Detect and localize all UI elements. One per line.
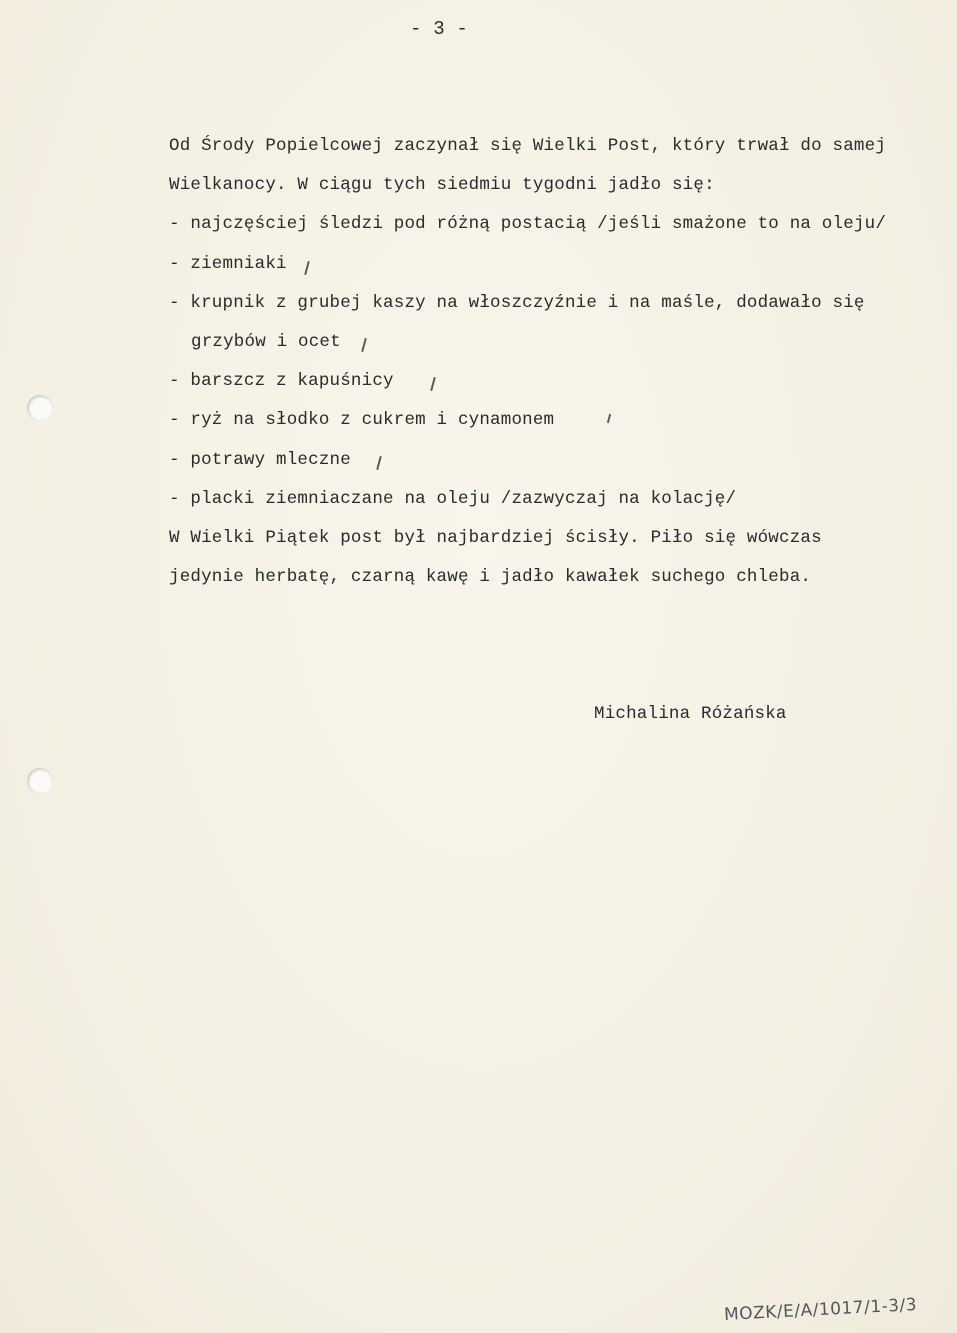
archive-reference: MOZK/E/A/1017/1-3/3 <box>723 1294 918 1326</box>
list-item-4: - barszcz z kapuśnicy <box>169 371 394 391</box>
list-item-7: - placki ziemniaczane na oleju /zazwyczaj na kolację/ <box>169 489 737 509</box>
pencil-mark <box>361 338 367 352</box>
pencil-mark <box>430 377 436 391</box>
signature: Michalina Różańska <box>594 704 787 724</box>
text-line-3: W Wielki Piątek post był najbardziej ścisły. Piło się wówczas <box>169 528 822 548</box>
list-item-2: - ziemniaki <box>169 254 287 274</box>
list-item-3: - krupnik z grubej kaszy na włoszczyźnie i na maśle, dodawało się <box>169 293 865 313</box>
list-item-5: - ryż na słodko z cukrem i cynamonem <box>169 410 555 430</box>
text-line-4: jedynie herbatę, czarną kawę i jadło kawałek suchego chleba. <box>169 567 812 587</box>
page-number: - 3 - <box>410 18 469 40</box>
punch-hole <box>27 768 53 794</box>
list-item-1: - najczęściej śledzi pod różną postacią /jeśli smażone to na oleju/ <box>169 214 887 234</box>
pencil-mark <box>607 414 611 423</box>
punch-hole <box>27 395 53 421</box>
pencil-mark <box>304 261 310 275</box>
list-item-3-cont: grzybów i ocet <box>191 332 341 352</box>
list-item-6: - potrawy mleczne <box>169 450 351 470</box>
pencil-mark <box>376 456 382 470</box>
text-line-1: Od Środy Popielcowej zaczynał się Wielki Post, który trwał do samej <box>169 136 887 156</box>
text-line-2: Wielkanocy. W ciągu tych siedmiu tygodni jadło się: <box>169 175 715 195</box>
